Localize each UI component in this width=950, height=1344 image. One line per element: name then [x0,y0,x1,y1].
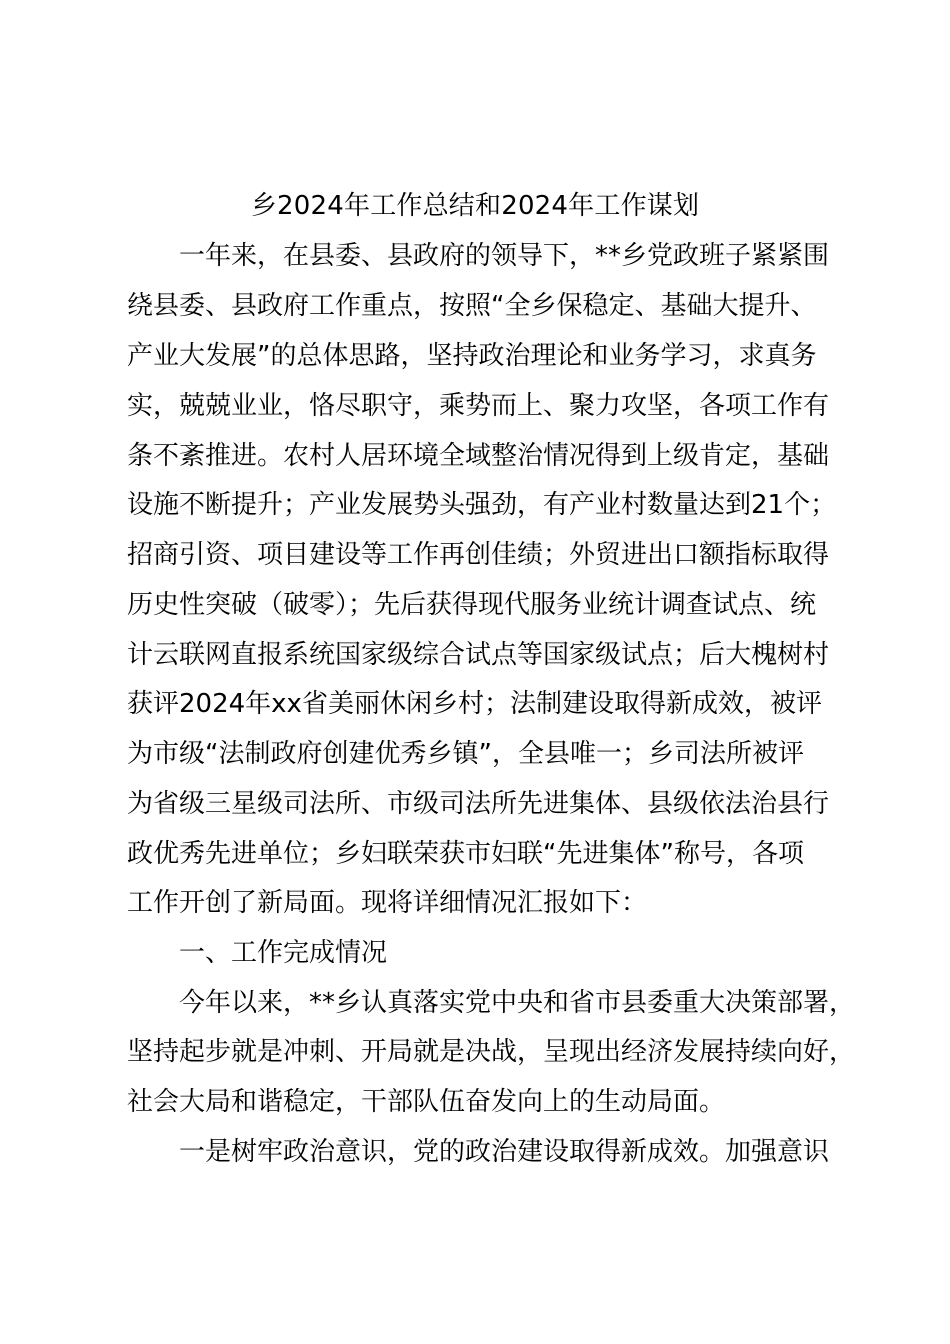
paragraph-line: 产业大发展”的总体思路，坚持政治理论和业务学习，求真务 [127,341,817,371]
paragraph-line: 为市级“法制政府创建优秀乡镇”，全县唯一；乡司法所被评 [127,739,804,769]
document-title: 乡2024年工作总结和2024年工作谋划 [250,191,700,221]
paragraph-line: 社会大局和谐稳定，干部队伍奋发向上的生动局面。 [127,1087,726,1117]
paragraph-line: 绕县委、县政府工作重点，按照“全乡保稳定、基础大提升、 [127,291,817,321]
paragraph-line: 招商引资、项目建设等工作再创佳绩；外贸进出口额指标取得 [127,540,830,570]
paragraph-line: 获评2024年xx省美丽休闲乡村；法制建设取得新成效，被评 [127,689,822,719]
section-heading: 一、工作完成情况 [127,938,388,968]
paragraph-line: 政优秀先进单位；乡妇联荣获市妇联“先进集体”称号，各项 [127,839,804,869]
paragraph-line: 条不紊推进。农村人居环境全域整治情况得到上级肯定，基础 [127,441,830,471]
paragraph-line: 历史性突破（破零）；先后获得现代服务业统计调查试点、统 [127,590,817,620]
paragraph-line: 工作开创了新局面。现将详细情况汇报如下： [127,888,648,918]
paragraph-line: 计云联网直报系统国家级综合试点等国家级试点；后大槐树村 [127,640,830,670]
paragraph-line: 一是树牢政治意识，党的政治建设取得新成效。加强意识 [127,1137,830,1167]
paragraph-line: 今年以来，**乡认真落实党中央和省市县委重大决策部署， [127,988,856,1018]
paragraph-line: 实，兢兢业业，恪尽职守，乘势而上、聚力攻坚，各项工作有 [127,391,830,421]
paragraph-line: 一年来，在县委、县政府的领导下，**乡党政班子紧紧围 [127,241,830,271]
paragraph-line: 为省级三星级司法所、市级司法所先进集体、县级依法治县行 [127,789,830,819]
paragraph-line: 设施不断提升；产业发展势头强劲，有产业村数量达到21个； [127,490,837,520]
paragraph-line: 坚持起步就是冲刺、开局就是决战，呈现出经济发展持续向好， [127,1037,856,1067]
